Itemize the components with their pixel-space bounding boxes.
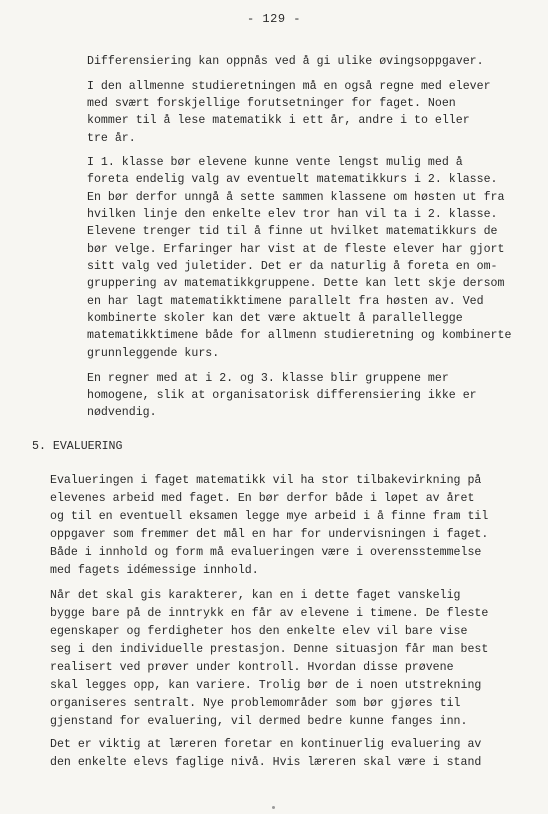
paragraph-line: Både i innhold og form må evalueringen være i overensstemmelse [50, 546, 482, 559]
paragraph-line: en har lagt matematikktimene parallelt fra høsten av. Ved [87, 295, 484, 308]
paragraph-line: organiseres sentralt. Nye problemområder som bør gjøres til [50, 697, 461, 710]
paragraph-line: foreta endelig valg av eventuelt matematikkurs i 2. klasse. [87, 173, 498, 186]
paragraph-line: med svært forskjellige forutsetninger for faget. Noen [87, 97, 456, 110]
paragraph-line: bygge bare på de inntrykk en får av elevene i timene. De fleste [50, 607, 489, 620]
paragraph-line: realisert ved prøver under kontroll. Hvordan disse prøvene [50, 661, 454, 674]
paragraph-line: I den allmenne studieretningen må en også regne med elever [87, 80, 491, 93]
paragraph-line: seg i den individuelle prestasjon. Denne situasjon får man best [50, 643, 489, 656]
paragraph-line: Evalueringen i faget matematikk vil ha stor tilbakevirkning på [50, 474, 482, 487]
paragraph-line: Det er viktig at læreren foretar en kontinuerlig evaluering av [50, 738, 482, 751]
paragraph-line: kombinerte skoler kan det være aktuelt å parallellegge [87, 312, 463, 325]
paragraph-line: kommer til å lese matematikk i ett år, andre i to eller [87, 114, 470, 127]
paragraph-line: En regner med at i 2. og 3. klasse blir gruppene mer [87, 372, 449, 385]
paragraph-line: nødvendig. [87, 406, 157, 419]
paragraph-line: matematikktimene både for allmenn studieretning og kombinerte [87, 329, 512, 342]
paragraph-line: elevenes arbeid med faget. En bør derfor både i løpet av året [50, 492, 475, 505]
paragraph-line: Differensiering kan oppnås ved å gi ulike øvingsoppgaver. [87, 55, 484, 68]
paragraph-line: homogene, slik at organisatorisk differensiering ikke er [87, 389, 477, 402]
paragraph-line: grunnleggende kurs. [87, 347, 220, 360]
paragraph-line: den enkelte elevs faglige nivå. Hvis læreren skal være i stand [50, 756, 482, 769]
page-number: - 129 - [247, 12, 301, 26]
paragraph-line: og til en eventuell eksamen legge mye arbeid i å finne fram til [50, 510, 489, 523]
paragraph-line: Elevene trenger tid til å finne ut hvilket matematikkurs de [87, 225, 498, 238]
paragraph-line: I 1. klasse bør elevene kunne vente lengst mulig med å [87, 156, 463, 169]
paragraph-line: oppgaver som fremmer det mål en har for undervisningen i faget. [50, 528, 489, 541]
section-heading: 5. EVALUERING [32, 440, 123, 453]
paragraph-line: med fagets idémessige innhold. [50, 564, 259, 577]
paragraph-line: gjenstand for evaluering, vil dermed bedre kunne fanges inn. [50, 715, 468, 728]
scan-speck [272, 806, 275, 809]
paragraph-line: sitt valg ved juletider. Det er da naturlig å foreta en om- [87, 260, 498, 273]
paragraph-line: skal legges opp, kan variere. Trolig bør de i noen utstrekning [50, 679, 482, 692]
paragraph-line: gruppering av matematikkgruppene. Dette kan lett skje dersom [87, 277, 505, 290]
paragraph-line: hvilken linje den enkelte elev tror han vil ta i 2. klasse. [87, 208, 498, 221]
paragraph-line: bør velge. Erfaringer har vist at de fleste elever har gjort [87, 243, 505, 256]
paragraph-line: tre år. [87, 132, 136, 145]
paragraph-line: Når det skal gis karakterer, kan en i dette faget vanskelig [50, 589, 461, 602]
paragraph-line: En bør derfor unngå å sette sammen klassene om høsten ut fra [87, 191, 505, 204]
paragraph-line: egenskaper og ferdigheter hos den enkelte elev vil bare vise [50, 625, 468, 638]
